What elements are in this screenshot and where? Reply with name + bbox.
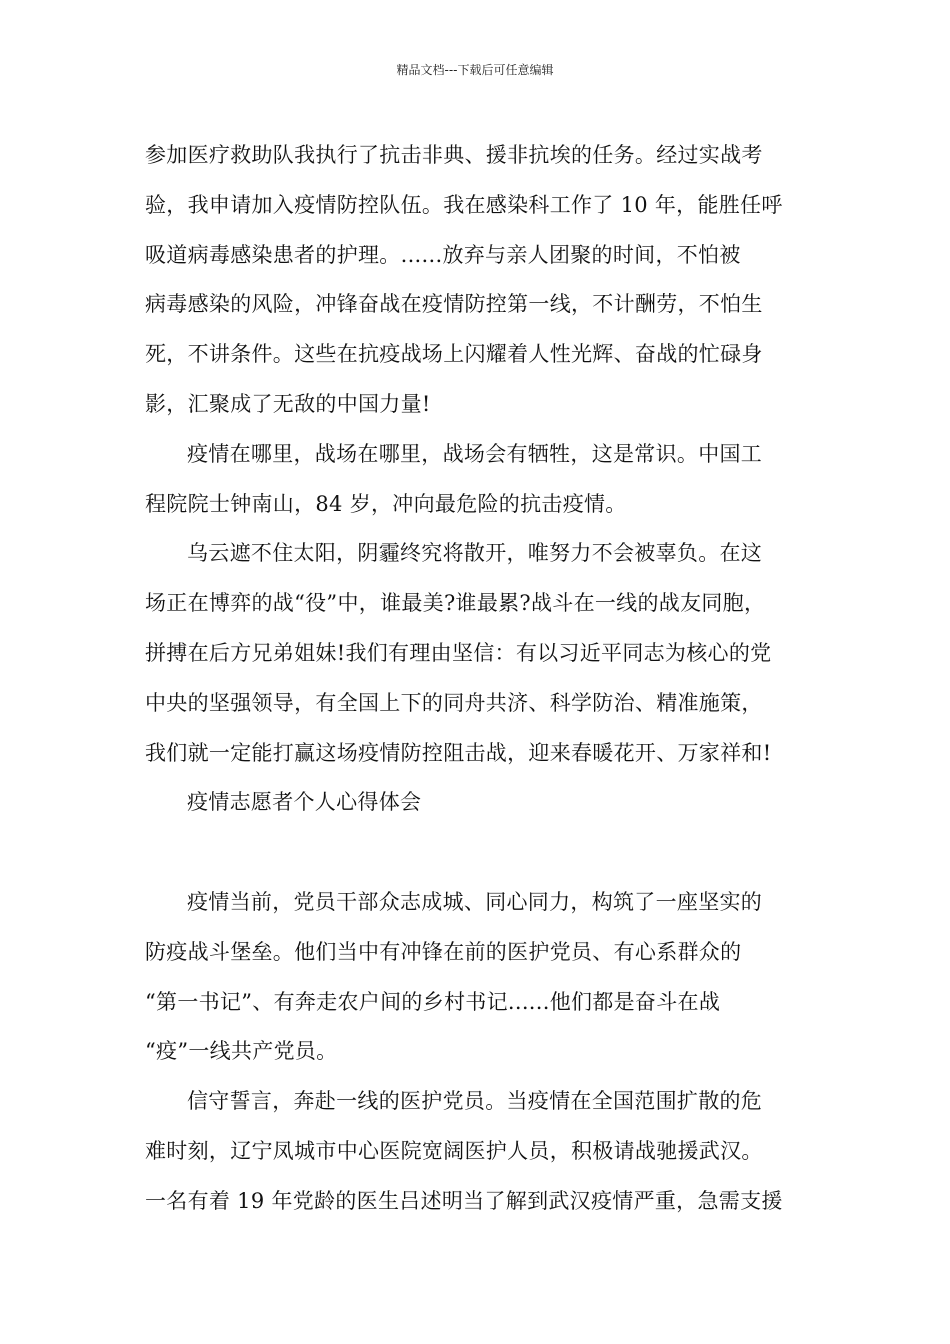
text-line: 验，我申请加入疫情防控队伍。我在感染科工作了 10 年，能胜任呼 bbox=[145, 192, 783, 217]
paragraph-start: 乌云遮不住太阳，阴霾终究将散开，唯努力不会被辜负。在这 bbox=[187, 541, 763, 566]
text-line: 中央的坚强领导，有全国上下的同舟共济、科学防治、精准施策， bbox=[145, 690, 763, 715]
text-line: 防疫战斗堡垒。他们当中有冲锋在前的医护党员、有心系群众的 bbox=[145, 939, 742, 964]
text-line: “疫”一线共产党员。 bbox=[145, 1039, 338, 1064]
text-line: “第一书记”、有奔走农户间的乡村书记......他们都是奋斗在战 bbox=[145, 989, 721, 1014]
text-line: 死，不讲条件。这些在抗疫战场上闪耀着人性光辉、奋战的忙碌身 bbox=[145, 342, 763, 367]
text-line: 影，汇聚成了无敌的中国力量! bbox=[145, 391, 431, 416]
text-line: 场正在博弈的战“役”中，谁最美?谁最累?战斗在一线的战友同胞， bbox=[145, 591, 766, 616]
text-line: 难时刻，辽宁凤城市中心医院宽阔医护人员，积极请战驰援武汉。 bbox=[145, 1138, 763, 1163]
paragraph-start: 疫情在哪里，战场在哪里，战场会有牺牲，这是常识。中国工 bbox=[187, 441, 763, 466]
section-title: 疫情志愿者个人心得体会 bbox=[187, 790, 422, 815]
text-line: 参加医疗救助队我执行了抗击非典、援非抗埃的任务。经过实战考 bbox=[145, 143, 763, 167]
text-line: 吸道病毒感染患者的护理。......放弃与亲人团聚的时间，不怕被 bbox=[145, 242, 741, 267]
document-body bbox=[145, 131, 810, 1227]
paragraph-start: 疫情当前，党员干部众志成城、同心同力，构筑了一座坚实的 bbox=[187, 889, 763, 914]
text-line: 程院院士钟南山，84 岁，冲向最危险的抗击疫情。 bbox=[145, 491, 627, 516]
paragraph-start: 信守誓言，奔赴一线的医护党员。当疫情在全国范围扩散的危 bbox=[187, 1089, 763, 1114]
text-line: 一名有着 19 年党龄的医生吕述明当了解到武汉疫情严重，急需支援 bbox=[145, 1188, 783, 1213]
text-line: 我们就一定能打赢这场疫情防控阻击战，迎来春暖花开、万家祥和! bbox=[145, 740, 772, 765]
text-line: 病毒感染的风险，冲锋奋战在疫情防控第一线，不计酬劳，不怕生 bbox=[145, 292, 763, 317]
text-line: 拼搏在后方兄弟姐妹!我们有理由坚信：有以习近平同志为核心的党 bbox=[145, 640, 772, 665]
blank-line bbox=[145, 828, 810, 878]
page-header: 精品文档---下载后可任意编辑 bbox=[396, 63, 554, 77]
